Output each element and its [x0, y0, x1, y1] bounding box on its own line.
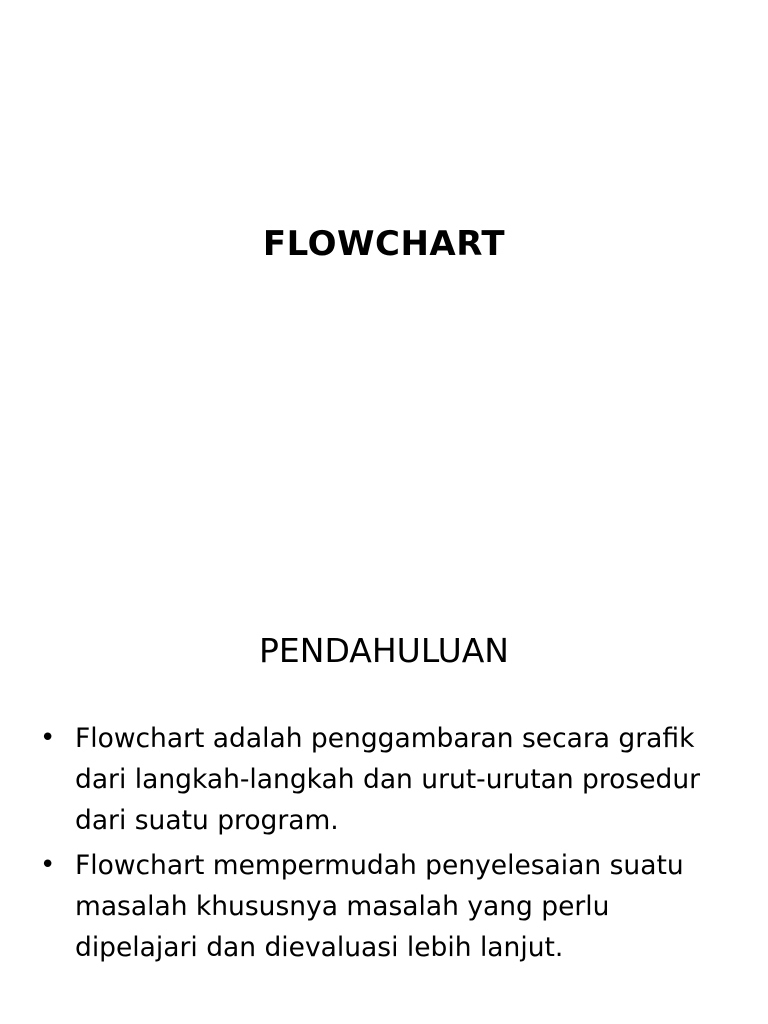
bullet-list [40, 718, 740, 972]
bullet-text-1: Flowchart adalah penggambaran secara grafik dari langkah-langkah dan urut-urutan prosedur dari suatu program. [75, 723, 701, 836]
section-heading: PENDAHULUAN [259, 631, 509, 670]
bullet-icon: • [40, 723, 56, 753]
bullet-item-2 [40, 845, 740, 968]
bullet-item-1 [40, 718, 740, 841]
slide-title: FLOWCHART [262, 224, 506, 264]
bullet-text-2: Flowchart mempermudah penyelesaian suatu masalah khususnya masalah yang perlu dipelajari dan dievaluasi lebih lanjut. [75, 850, 684, 963]
bullet-icon: • [40, 850, 56, 880]
